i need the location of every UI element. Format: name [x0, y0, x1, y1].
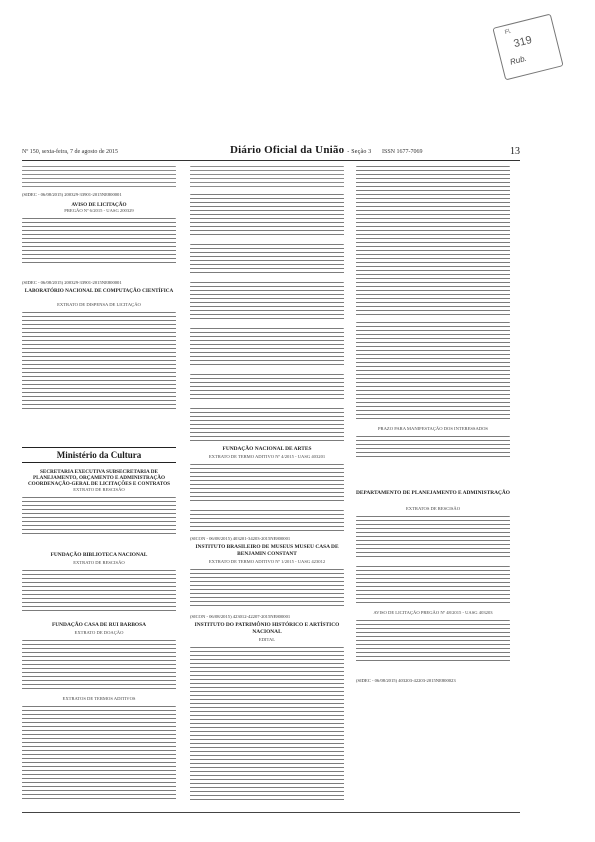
section-subheading: PREGÃO Nº 6/2015 - UASG 200329 — [64, 208, 134, 213]
section-subheading: EXTRATO DE RESCISÃO — [73, 560, 125, 565]
text-block — [356, 566, 510, 606]
section-subheading: PRAZO PARA MANIFESTAÇÃO DOS INTERESSADOS — [378, 426, 488, 431]
doc-id: (SIDEC - 06/08/2015) 200329-33901-2015NE800001 — [22, 192, 122, 197]
page-header — [22, 146, 520, 161]
text-block — [190, 328, 344, 368]
section-subheading: EXTRATOS DE TERMOS ADITIVOS — [62, 696, 136, 701]
section-subheading: AVISO DE LICITAÇÃO PREGÃO Nº 48/2015 - UASG 403203 — [373, 610, 493, 615]
institution-heading: FUNDAÇÃO NACIONAL DE ARTES — [222, 446, 312, 452]
column-1 — [22, 164, 176, 809]
text-block — [356, 322, 510, 422]
column-2 — [190, 164, 344, 809]
section-label: - Seção 3 — [347, 149, 372, 155]
stamp-number: 319 — [512, 34, 534, 51]
institution-heading: FUNDAÇÃO CASA DE RUI BARBOSA — [51, 622, 147, 628]
issn: ISSN 1677-7069 — [382, 149, 423, 155]
stamp-initials: Rub. — [509, 53, 528, 67]
text-block — [22, 218, 176, 266]
doc-id: (SIDEC - 06/08/2015) 200329-33901-2015NE800001 — [22, 280, 122, 285]
column-3 — [356, 164, 510, 809]
section-subheading: EXTRATO DE DOAÇÃO — [74, 630, 124, 635]
page-number: 13 — [510, 146, 520, 157]
text-block — [190, 282, 344, 322]
text-block — [190, 166, 344, 188]
text-block — [190, 510, 344, 532]
page-stamp — [492, 14, 563, 81]
ministry-heading: Ministério da Cultura — [22, 447, 176, 463]
text-block — [190, 569, 344, 609]
text-block — [190, 244, 344, 276]
text-block — [22, 706, 176, 802]
text-block — [190, 408, 344, 442]
section-subheading: EXTRATO DE DISPENSA DE LICITAÇÃO — [57, 302, 141, 307]
section-heading: SECRETARIA EXECUTIVA SUBSECRETARIA DE PLANEJAMENTO, ORÇAMENTO E ADMINISTRAÇÃO COORDENAÇÃO-GERAL DE LICITAÇÕES E CONTRATOS — [27, 469, 171, 487]
section-subheading: EXTRATOS DE RESCISÃO — [405, 506, 461, 511]
institution-heading: INSTITUTO BRASILEIRO DE MUSEUS MUSEU CASA DE BENJAMIN CONSTANT — [195, 544, 339, 557]
text-block — [22, 640, 176, 692]
institution-heading: FUNDAÇÃO BIBLIOTECA NACIONAL — [50, 552, 148, 558]
text-block — [190, 194, 344, 238]
institution-heading: DEPARTAMENTO DE PLANEJAMENTO E ADMINISTRAÇÃO — [356, 490, 510, 496]
section-subheading: EXTRATO DE RESCISÃO — [73, 487, 125, 492]
section-heading: LABORATÓRIO NACIONAL DE COMPUTAÇÃO CIENTÍFICA — [24, 288, 174, 294]
journal-title — [230, 144, 371, 156]
section-subheading: EXTRATO DE TERMO ADITIVO Nº 4/2015 - UASG 403201 — [208, 454, 326, 459]
section-heading: AVISO DE LICITAÇÃO — [71, 202, 127, 208]
text-block — [356, 516, 510, 560]
text-block — [22, 570, 176, 614]
text-block — [190, 374, 344, 402]
page-footer — [22, 812, 520, 813]
text-block — [190, 464, 344, 504]
stamp-label: Fl. — [504, 28, 513, 37]
journal-title-text: Diário Oficial da União — [230, 144, 345, 156]
text-block — [356, 436, 510, 460]
text-block — [356, 166, 510, 316]
doc-id: (SICON - 06/08/2015) 423012-42207-2015NE800001 — [190, 614, 291, 619]
institution-heading: INSTITUTO DO PATRIMÔNIO HISTÓRICO E ARTÍSTICO NACIONAL — [194, 622, 340, 635]
text-block — [22, 166, 176, 190]
text-block — [22, 497, 176, 537]
section-subheading: EDITAL — [258, 637, 276, 642]
section-subheading: EXTRATO DE TERMO ADITIVO Nº 1/2015 - UASG 423012 — [208, 559, 326, 564]
text-block — [190, 647, 344, 803]
issue-info: Nº 150, sexta-feira, 7 de agosto de 2015 — [22, 149, 118, 155]
text-block — [356, 620, 510, 664]
doc-id: (SICON - 06/08/2015) 403201-34203-2015NE800001 — [190, 536, 291, 541]
doc-id: (SIDEC - 06/08/2015) 403203-42203-2015NE800023 — [356, 678, 456, 683]
text-block — [22, 312, 176, 412]
